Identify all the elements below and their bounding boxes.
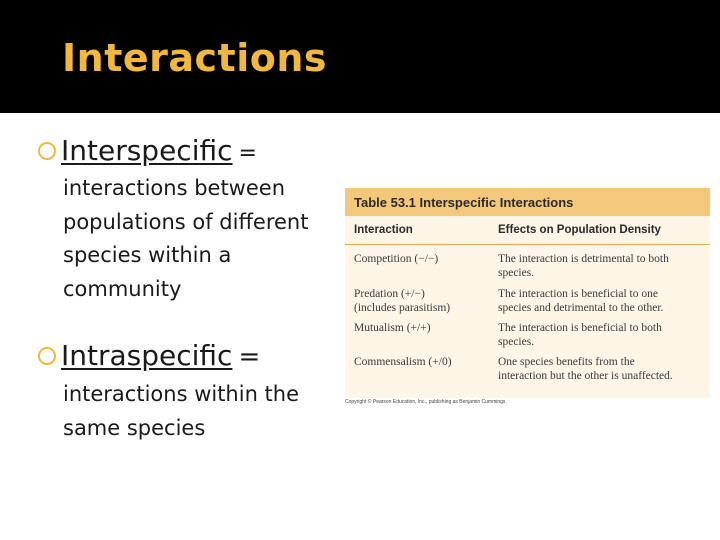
cell-line: (includes parasitism) xyxy=(354,302,451,314)
definition-line: interactions within the xyxy=(63,382,300,406)
interspecific-definition xyxy=(63,172,308,306)
interaction-cell xyxy=(354,355,494,369)
cell-line: Competition (−/−) xyxy=(354,253,439,265)
cell-line: Commensalism (+/0) xyxy=(354,356,452,368)
definition-line: populations of different xyxy=(63,209,309,234)
title-bar xyxy=(0,0,720,113)
cell-line: Predation (+/−) xyxy=(354,288,425,300)
interaction-cell xyxy=(354,252,494,266)
cell-line: Mutualism (+/+) xyxy=(354,322,431,334)
definition-line: species within a xyxy=(63,243,232,267)
bullet-intraspecific xyxy=(38,339,260,372)
cell-line: species and detrimental to the other. xyxy=(498,302,664,314)
equals-sign: = xyxy=(238,141,257,166)
effect-cell xyxy=(498,252,703,280)
cell-line: interaction but the other is unaffected. xyxy=(498,370,673,382)
term-intraspecific xyxy=(61,339,232,372)
slide-title: Interactions xyxy=(62,36,328,80)
effect-cell xyxy=(498,355,703,383)
equals-sign: = xyxy=(238,342,261,372)
bullet-circle-icon xyxy=(38,142,56,160)
column-header-interaction: Interaction xyxy=(354,224,413,236)
cell-line: species. xyxy=(498,336,535,348)
term-interspecific-text: Interspecific xyxy=(61,134,233,167)
table-column-headers xyxy=(345,216,710,245)
term-intraspecific-text: Intraspecific xyxy=(61,339,233,372)
table-title: Table 53.1 Interspecific Interactions xyxy=(345,188,710,216)
cell-line: species. xyxy=(498,267,535,279)
cell-line: The interaction is beneficial to one xyxy=(498,288,658,300)
cell-line: One species benefits from the xyxy=(498,356,635,368)
definition-line: same species xyxy=(63,415,206,440)
bullet-circle-icon xyxy=(38,347,56,365)
term-interspecific xyxy=(61,134,233,167)
definition-line: interactions between xyxy=(63,176,285,200)
interaction-cell xyxy=(354,321,494,335)
cell-line: The interaction is detrimental to both xyxy=(498,253,669,265)
cell-line: The interaction is beneficial to both xyxy=(498,322,662,334)
definition-line: community xyxy=(63,276,182,301)
bullet-interspecific xyxy=(38,134,257,167)
effect-cell xyxy=(498,321,703,349)
copyright-credit: Copyright © Pearson Education, Inc., publishing as Benjamin Cummings. xyxy=(345,399,507,405)
column-header-effects: Effects on Population Density xyxy=(498,224,661,236)
effect-cell xyxy=(498,287,703,315)
interaction-cell xyxy=(354,287,494,315)
interspecific-interactions-table xyxy=(345,188,710,398)
intraspecific-definition xyxy=(63,378,299,445)
